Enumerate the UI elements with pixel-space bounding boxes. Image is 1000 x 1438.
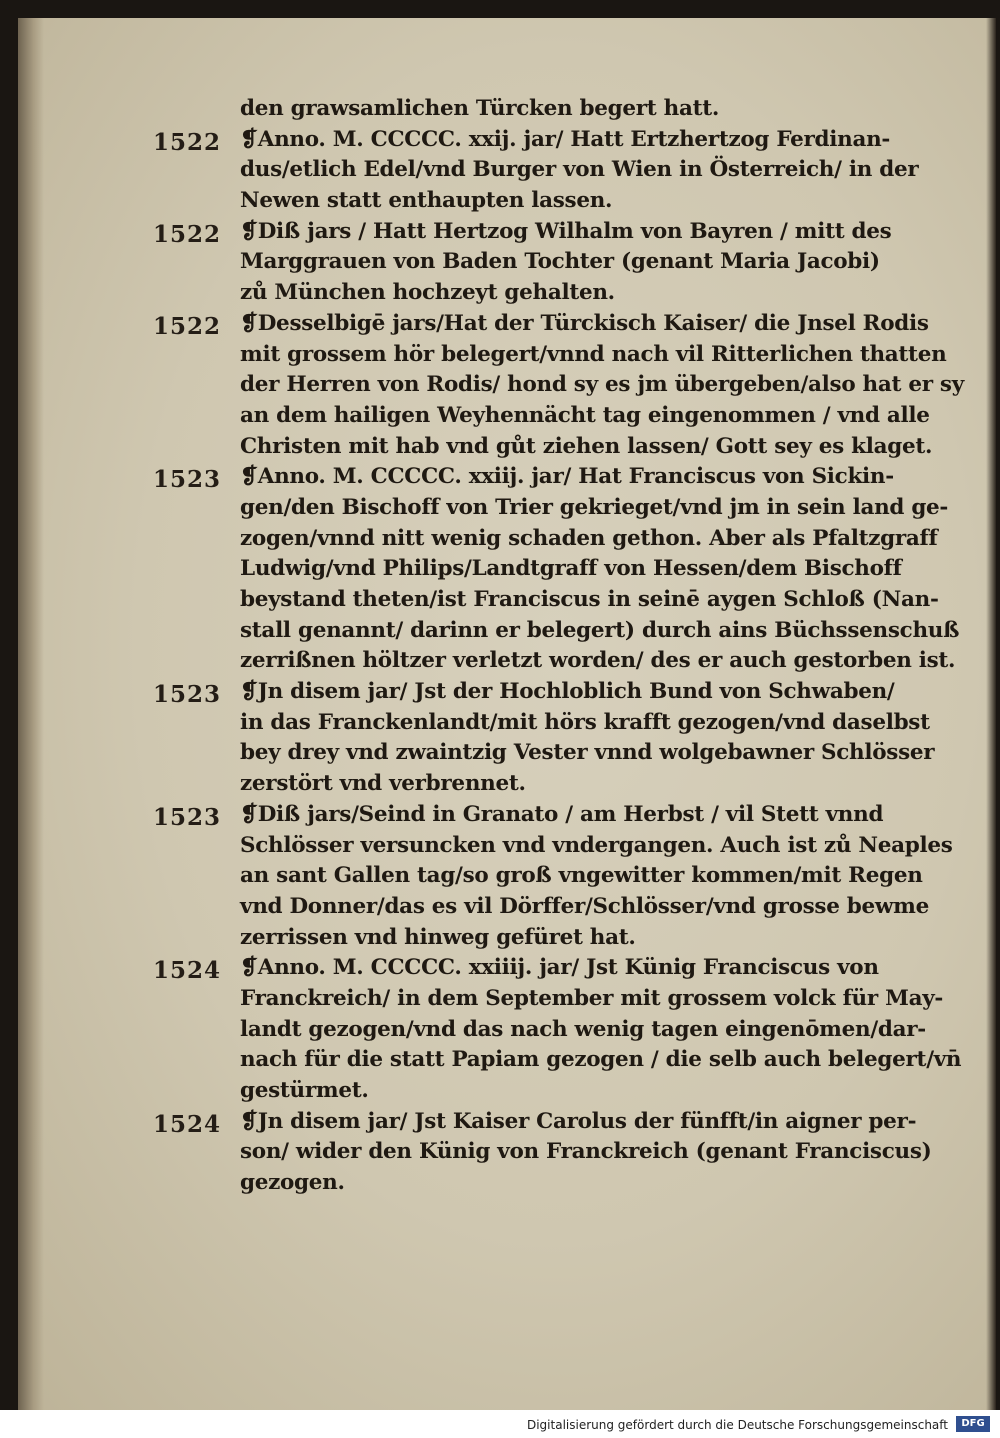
funding-credit: Digitalisierung gefördert durch die Deutsche Forschungsgemeinschaft: [526, 1418, 948, 1432]
text-line: [18, 280, 996, 311]
text-line: [18, 1170, 996, 1201]
year-marker: 1522: [153, 312, 222, 340]
line-text: stall genannt/ darinn er belegert) durch ains Büchssenschuß: [240, 617, 960, 643]
line-text: ❡Anno. M. CCCCC. xxij. jar/ Hatt Ertzhertzog Ferdinan-: [240, 126, 891, 152]
text-line: [18, 311, 996, 342]
text-line: [18, 925, 996, 956]
line-text: an dem hailigen Weyhennächt tag eingenommen / vnd alle: [240, 402, 930, 428]
text-line: [18, 648, 996, 679]
dfg-logo: DFG: [956, 1416, 990, 1432]
line-text: Christen mit hab vnd gůt ziehen lassen/ Gott sey es klaget.: [240, 433, 933, 459]
year-marker: 1524: [153, 1110, 222, 1138]
line-text: den grawsamlichen Türcken begert hatt.: [240, 96, 720, 121]
text-line: [18, 157, 996, 188]
text-line: [18, 219, 996, 250]
text-line: [18, 127, 996, 158]
line-text: gen/den Bischoff von Trier gekrieget/vnd jm in sein land ge-: [240, 494, 949, 520]
text-line: [18, 1017, 996, 1048]
line-text: der Herren von Rodis/ hond sy es jm übergeben/also hat er sy: [240, 372, 964, 398]
year-marker: 1524: [153, 957, 222, 985]
line-text: Ludwig/vnd Philips/Landtgraff von Hessen/dem Bischoff: [240, 556, 902, 582]
year-marker: 1522: [153, 128, 222, 156]
line-text: landt gezogen/vnd das nach wenig tagen eingenōmen/dar-: [240, 1016, 926, 1042]
text-line: [18, 894, 996, 925]
text-line: [18, 1139, 996, 1170]
line-text: ❡Desselbigē jars/Hat der Türckisch Kaiser/ die Jnsel Rodis: [240, 310, 929, 336]
text-line: [18, 710, 996, 741]
text-line: [18, 1109, 996, 1140]
line-text: ❡Diß jars/Seind in Granato / am Herbst / vil Stett vnnd: [240, 801, 884, 827]
line-text: gestürmet.: [240, 1078, 369, 1103]
text-line: [18, 372, 996, 403]
text-line: [18, 740, 996, 771]
chronicle-text: [18, 96, 996, 1201]
text-line: [18, 771, 996, 802]
line-text: zogen/vnnd nitt wenig schaden gethon. Aber als Pfaltzgraff: [240, 525, 938, 551]
text-line: [18, 526, 996, 557]
line-text: gezogen.: [240, 1170, 345, 1196]
line-text: an sant Gallen tag/so groß vngewitter kommen/mit Regen: [240, 863, 923, 889]
line-text: dus/etlich Edel/vnd Burger von Wien in Österreich/ in der: [240, 157, 919, 183]
text-line: [18, 833, 996, 864]
line-text: beystand theten/ist Franciscus in seinē aygen Schloß (Nan-: [240, 587, 939, 612]
text-line: [18, 495, 996, 526]
line-text: ❡Jn disem jar/ Jst Kaiser Carolus der fünfft/in aigner per-: [240, 1108, 917, 1134]
text-line: [18, 587, 996, 618]
year-marker: 1522: [153, 220, 222, 248]
line-text: vnd Donner/das es vil Dörffer/Schlösser/vnd grosse bewme: [240, 893, 929, 919]
text-line: [18, 955, 996, 986]
text-line: [18, 986, 996, 1017]
line-text: ❡Diß jars / Hatt Hertzog Wilhalm von Bayren / mitt des: [240, 218, 892, 244]
line-text: zů München hochzeyt gehalten.: [240, 280, 615, 306]
text-line: [18, 464, 996, 495]
text-line: [18, 679, 996, 710]
text-line: [18, 96, 996, 127]
line-text: son/ wider den Künig von Franckreich (genant Franciscus): [240, 1139, 932, 1165]
year-marker: 1523: [153, 803, 222, 831]
text-line: [18, 434, 996, 465]
line-text: Schlösser versuncken vnd vndergangen. Auch ist zů Neaples: [240, 832, 953, 858]
line-text: Marggrauen von Baden Tochter (genant Maria Jacobi): [240, 249, 880, 275]
text-line: [18, 403, 996, 434]
line-text: Franckreich/ in dem September mit grossem volck für May-: [240, 985, 944, 1011]
text-line: [18, 556, 996, 587]
credit-footer: [0, 1410, 1000, 1438]
text-line: [18, 188, 996, 219]
text-line: [18, 802, 996, 833]
line-text: mit grossem hör belegert/vnnd nach vil Ritterlichen thatten: [240, 341, 947, 367]
year-marker: 1523: [153, 681, 222, 709]
line-text: zerrissen vnd hinweg gefüret hat.: [240, 924, 636, 950]
line-text: zerstört vnd verbrennet.: [240, 771, 526, 797]
text-line: [18, 342, 996, 373]
year-marker: 1523: [153, 466, 222, 494]
line-text: ❡Jn disem jar/ Jst der Hochloblich Bund von Schwaben/: [240, 679, 895, 705]
line-text: ❡Anno. M. CCCCC. xxiiij. jar/ Jst Künig Franciscus von: [240, 955, 879, 981]
line-text: ❡Anno. M. CCCCC. xxiij. jar/ Hat Franciscus von Sickin-: [240, 464, 894, 490]
text-line: [18, 618, 996, 649]
line-text: bey drey vnd zwaintzig Vester vnnd wolgebawner Schlösser: [240, 740, 935, 766]
line-text: Newen statt enthaupten lassen.: [240, 188, 613, 214]
text-line: [18, 1078, 996, 1109]
line-text: in das Franckenlandt/mit hörs krafft gezogen/vnd daselbst: [240, 709, 930, 735]
line-text: zerrißnen höltzer verletzt worden/ des er auch gestorben ist.: [240, 648, 956, 674]
text-line: [18, 1047, 996, 1078]
text-line: [18, 863, 996, 894]
text-line: [18, 249, 996, 280]
paper-page: [18, 18, 996, 1410]
line-text: nach für die statt Papiam gezogen / die selb auch belegert/vn̄: [240, 1047, 962, 1073]
